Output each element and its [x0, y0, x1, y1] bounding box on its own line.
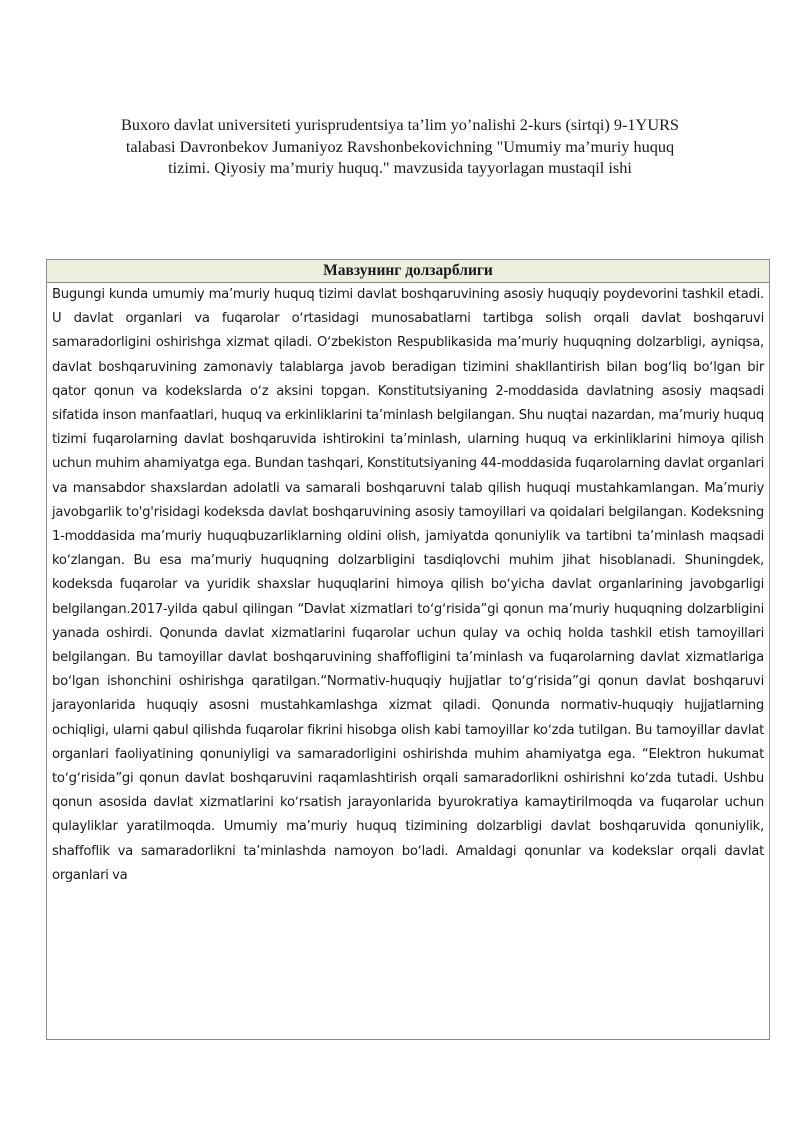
document-heading: Buxoro davlat universiteti yurisprudentsiya ta’lim yo’nalishi 2-kurs (sirtqi) 9-1YURS talabasi Davronbekov Jumaniyoz Ravshonbekovichning "Umumiy ma’muriy huquq tizimi. Qiyosiy ma’muriy huquq." mavzusida tayyorlagan mustaqil ishi	[120, 115, 679, 177]
table-body-text: Bugungi kunda umumiy ma’muriy huquq tizimi davlat boshqaruvining asosiy huquqiy poydevorini tashkil etadi. U davlat organlari va fuqarolar oʻrtasidagi munosabatlarni tartibga solish orqali davlat boshqaruvi samaradorligini oshirishga xizmat qiladi. Oʻzbekiston Respublikasida ma’muriy huquqning dolzarbligi, ayniqsa, davlat boshqaruvining zamonaviy talablarga javob beradigan tizimini shakllantirish bilan bogʻliq boʻlgan bir qator qonun va kodekslarda oʻz aksini topgan. Konstitutsiyaning 2-moddasida davlatning asosiy maqsadi sifatida inson manfaatlari, huquq va erkinliklarini ta’minlash belgilangan. Shu nuqtai nazardan, ma’muriy huquq tizimi fuqarolarning davlat boshqaruvida ishtirokini ta’minlash, ularning huquq va erkinliklarini himoya qilish uchun muhim ahamiyatga ega. Bundan tashqari, Konstitutsiyaning 44-moddasida fuqarolarning davlat organlari va mansabdor shaxslardan adolatli va samarali boshqaruvni talab qilish huquqi mustahkamlangan. Ma’muriy javobgarlik to'g'risidagi kodeksda davlat boshqaruvining asosiy tamoyillari va qoidalari belgilangan. Kodeksning 1-moddasida ma’muriy huquqbuzarliklarning oldini olish, jamiyatda qonuniylik va tartibni ta’minlash maqsadi koʻzlangan. Bu esa ma’muriy huquqning dolzarbligini tasdiqlovchi muhim jihat hisoblanadi. Shuningdek, kodeksda fuqarolar va yuridik shaxslar huquqlarini himoya qilish boʻyicha davlat organlarining javobgarligi belgilangan.2017-yilda qabul qilingan “Davlat xizmatlari toʻgʻrisida”gi qonun ma’muriy huquqning dolzarbligini yanada oshirdi. Qonunda davlat xizmatlarini fuqarolar uchun qulay va ochiq holda tashkil etish tamoyillari belgilangan. Bu tamoyillar davlat boshqaruvining shaffofligini ta’minlash va fuqarolarning davlat xizmatlariga boʻlgan ishonchini oshirishga qaratilgan.“Normativ-huquqiy hujjatlar toʻgʻrisida”gi qonun davlat boshqaruvi jarayonlarida huquqiy asosni mustahkamlashga xizmat qiladi. Qonunda normativ-huquqiy hujjatlarning ochiqligi, ularni qabul qilishda fuqarolar fikrini hisobga olish kabi tamoyillar koʻzda tutilgan. Bu tamoyillar davlat organlari faoliyatining qonuniyligi va samaradorligini oshirishda muhim ahamiyatga ega. “Elektron hukumat toʻgʻrisida”gi qonun davlat boshqaruvini raqamlashtirish orqali samaradorlikni oshirishni koʻzda tutadi. Ushbu qonun asosida davlat xizmatlarini koʻrsatish jarayonlarida byurokratiya kamaytirilmoqda va fuqarolar uchun qulayliklar yaratilmoqda. Umumiy ma’muriy huquq tizimining dolzarbligi davlat boshqaruvida qonuniylik, shaffoflik va samaradorlikni ta’minlashda namoyon boʻladi. Amaldagi qonunlar va kodekslar orqali davlat organlari va	[52, 287, 764, 883]
table-header: Мавзунинг долзарблиги	[47, 260, 769, 283]
relevance-table	[46, 259, 770, 1040]
